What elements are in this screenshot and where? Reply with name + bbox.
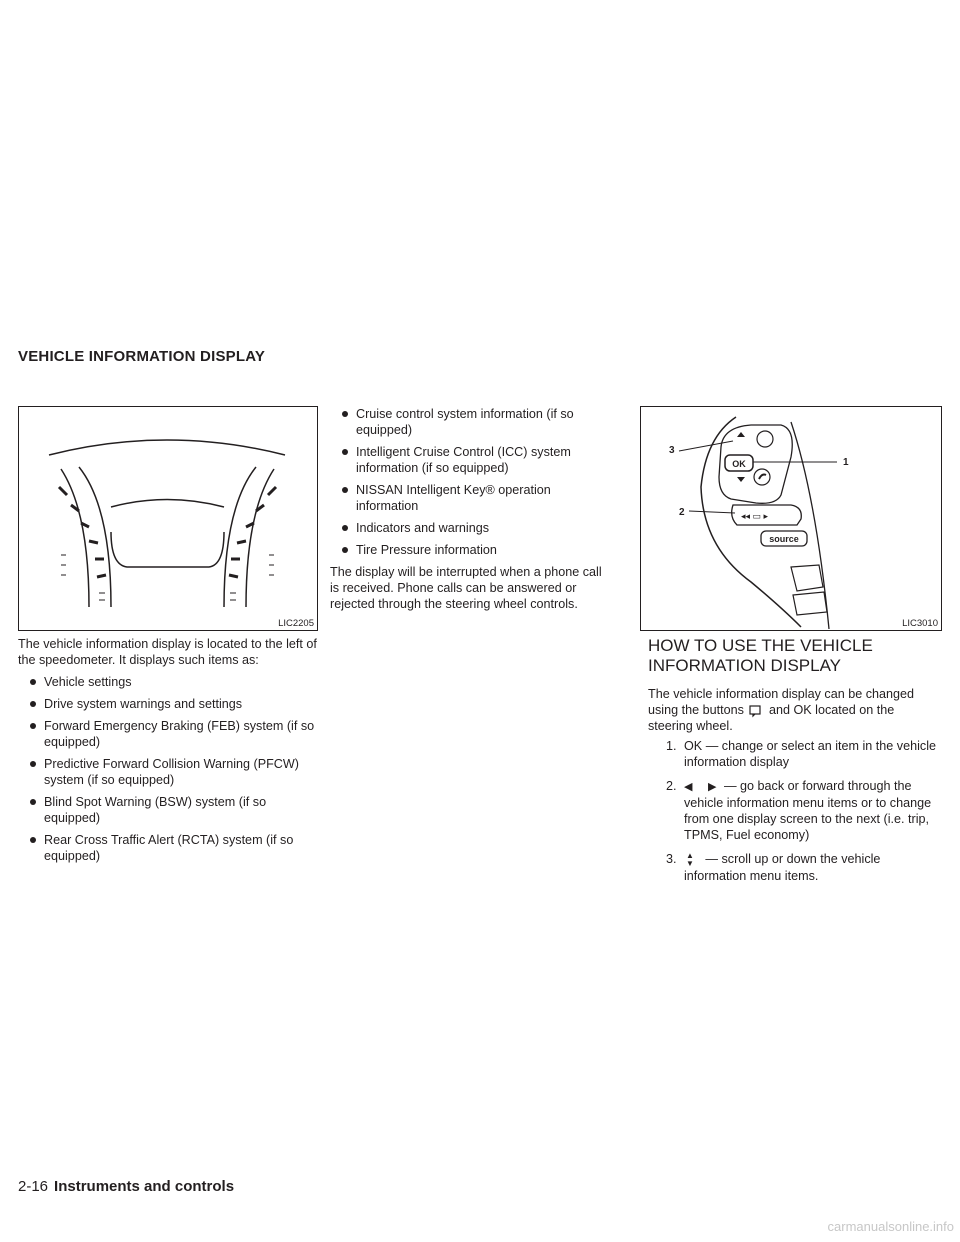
bullet-icon xyxy=(30,799,36,805)
bullet-icon xyxy=(342,411,348,417)
figure-code: LIC2205 xyxy=(278,618,314,629)
list-item: Cruise control system information (if so equipped) xyxy=(330,406,614,438)
section-title: VEHICLE INFORMATION DISPLAY xyxy=(18,348,266,365)
list-item: Drive system warnings and settings xyxy=(18,696,320,712)
list-item: 3. ▲ ▼ — scroll up or down the vehicle information menu items. xyxy=(666,850,881,883)
bullet-icon xyxy=(30,723,36,729)
callout-1: 1 xyxy=(843,457,849,468)
steering-controls-illustration xyxy=(641,407,940,629)
callout-3: 3 xyxy=(669,445,675,456)
bullet-icon xyxy=(342,487,348,493)
bullet-icon xyxy=(30,679,36,685)
bullet-icon xyxy=(342,449,348,455)
list-item: 1. OK — change or select an item in the vehicle information display xyxy=(666,739,937,769)
list-item: Rear Cross Traffic Alert (RCTA) system (if so equipped) xyxy=(18,832,320,864)
page-number: 2-16 xyxy=(18,1178,49,1195)
display-button-icon xyxy=(747,704,765,718)
list-item: Predictive Forward Collision Warning (PFCW) system (if so equipped) xyxy=(18,756,320,788)
column-1 xyxy=(18,636,320,870)
list-item: Intelligent Cruise Control (ICC) system information (if so equipped) xyxy=(330,444,614,476)
column-2 xyxy=(330,406,614,612)
figure-steering-controls xyxy=(640,406,942,631)
source-label: source xyxy=(769,534,799,544)
column-3 xyxy=(648,636,942,892)
up-down-arrow-icon: ▲ ▼ xyxy=(686,850,694,868)
ok-label: OK xyxy=(732,459,746,469)
chapter-title: Instruments and controls xyxy=(54,1178,235,1195)
bullet-icon xyxy=(30,701,36,707)
left-arrow-icon: ◀ xyxy=(684,781,693,793)
list-item: Blind Spot Warning (BSW) system (if so equipped) xyxy=(18,794,320,826)
page-footer xyxy=(18,1178,234,1195)
figure-code: LIC3010 xyxy=(902,618,938,629)
list-item: 2. ◀ ▶ — go back or forward through the vehicle information menu items or to change from one display screen to the next (i.e. trip, TPMS, Fuel economy) xyxy=(666,779,932,842)
list-item: Forward Emergency Braking (FEB) system (if so equipped) xyxy=(18,718,320,750)
bullet-icon xyxy=(342,525,348,531)
right-arrow-icon: ▶ xyxy=(707,781,717,793)
intro-paragraph: The vehicle information display is located to the left of the speedometer. It displays such items as: xyxy=(18,637,317,667)
bullet-icon xyxy=(30,761,36,767)
figure-instrument-cluster xyxy=(18,406,318,631)
cluster-illustration xyxy=(19,407,316,629)
list-item: NISSAN Intelligent Key® operation information xyxy=(330,482,614,514)
phone-call-paragraph: The display will be interrupted when a phone call is received. Phone calls can be answered or rejected through the steering wheel controls. xyxy=(330,565,602,611)
bullet-icon xyxy=(342,547,348,553)
callout-2: 2 xyxy=(679,507,685,518)
svg-text:◂◂ ▭ ▸: ◂◂ ▭ ▸ xyxy=(741,511,769,521)
list-item: Vehicle settings xyxy=(18,674,320,690)
watermark: carmanualsonline.info xyxy=(827,1219,954,1234)
subsection-heading: HOW TO USE THE VEHICLE INFORMATION DISPLAY xyxy=(648,636,873,675)
list-item: Indicators and warnings xyxy=(330,520,614,536)
bullet-icon xyxy=(30,837,36,843)
list-item: Tire Pressure information xyxy=(330,542,614,558)
usage-intro: The vehicle information display can be changed using the buttons and OK located on the steering wheel. xyxy=(648,687,915,733)
